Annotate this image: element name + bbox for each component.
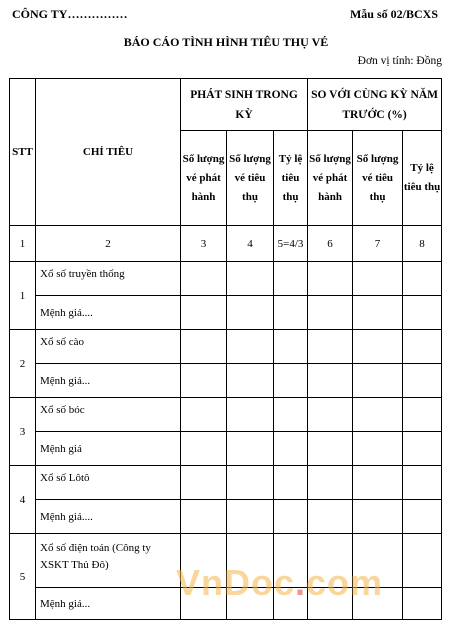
table-row — [10, 432, 442, 466]
table-row — [10, 364, 442, 398]
subheader-issued-prev: Số lượng vé phát hành — [308, 131, 353, 226]
data-cell[interactable] — [353, 296, 403, 330]
col-number: 7 — [353, 226, 403, 262]
data-cell[interactable] — [353, 330, 403, 364]
data-cell[interactable] — [274, 364, 308, 398]
data-cell[interactable] — [274, 466, 308, 500]
data-cell[interactable] — [403, 330, 442, 364]
data-cell[interactable] — [227, 466, 274, 500]
row-name: Xổ số Lôtô — [36, 466, 181, 500]
data-cell[interactable] — [181, 296, 227, 330]
data-cell[interactable] — [308, 330, 353, 364]
report-title: BÁO CÁO TÌNH HÌNH TIÊU THỤ VÉ — [123, 35, 329, 49]
data-cell[interactable] — [227, 296, 274, 330]
data-cell[interactable] — [403, 466, 442, 500]
data-cell[interactable] — [274, 398, 308, 432]
data-cell[interactable] — [403, 432, 442, 466]
subheader-sold-prev: Số lượng vé tiêu thụ — [353, 131, 403, 226]
data-cell[interactable] — [403, 296, 442, 330]
row-stt: 2 — [10, 330, 36, 398]
data-cell[interactable] — [227, 500, 274, 534]
table-row — [10, 296, 442, 330]
group-header-previous: SO VỚI CÙNG KỲ NĂM TRƯỚC (%) — [308, 79, 442, 131]
data-cell[interactable] — [274, 296, 308, 330]
data-cell[interactable] — [181, 500, 227, 534]
row-stt: 4 — [10, 466, 36, 534]
col-number: 4 — [227, 226, 274, 262]
col-number: 2 — [36, 226, 181, 262]
stt-header: STT — [10, 79, 36, 226]
row-denomination: Mệnh giá — [36, 432, 181, 466]
data-cell[interactable] — [181, 432, 227, 466]
data-cell[interactable] — [274, 432, 308, 466]
data-cell[interactable] — [403, 588, 442, 620]
data-cell[interactable] — [403, 500, 442, 534]
row-stt: 3 — [10, 398, 36, 466]
data-cell[interactable] — [308, 364, 353, 398]
data-cell[interactable] — [353, 364, 403, 398]
table-row — [10, 398, 442, 432]
table-row — [10, 330, 442, 364]
data-cell[interactable] — [227, 432, 274, 466]
col-number: 6 — [308, 226, 353, 262]
data-cell[interactable] — [353, 398, 403, 432]
row-denomination: Mệnh giá.... — [36, 296, 181, 330]
row-name: Xổ số truyền thống — [36, 262, 181, 296]
data-cell[interactable] — [181, 364, 227, 398]
row-denomination: Mệnh giá... — [36, 588, 181, 620]
row-denomination: Mệnh giá... — [36, 364, 181, 398]
data-cell[interactable] — [181, 466, 227, 500]
data-cell[interactable] — [403, 398, 442, 432]
data-cell[interactable] — [181, 330, 227, 364]
data-cell[interactable] — [403, 364, 442, 398]
row-name: Xổ số điện toán (Công ty XSKT Thủ Đô) — [36, 534, 181, 588]
group-header-current: PHÁT SINH TRONG KỲ — [181, 79, 308, 131]
table-row — [10, 466, 442, 500]
unit-label: Đơn vị tính: Đồng — [357, 55, 442, 67]
data-cell[interactable] — [308, 262, 353, 296]
form-number: Mẫu số 02/BCXS — [349, 7, 438, 21]
data-cell[interactable] — [181, 398, 227, 432]
data-cell[interactable] — [227, 330, 274, 364]
data-cell[interactable] — [308, 466, 353, 500]
data-cell[interactable] — [308, 296, 353, 330]
col-number: 3 — [181, 226, 227, 262]
col-number: 8 — [403, 226, 442, 262]
row-name: Xổ số bóc — [36, 398, 181, 432]
data-cell[interactable] — [353, 432, 403, 466]
data-cell[interactable] — [353, 262, 403, 296]
data-cell[interactable] — [353, 466, 403, 500]
data-cell[interactable] — [308, 432, 353, 466]
data-cell[interactable] — [227, 398, 274, 432]
row-stt: 1 — [10, 262, 36, 330]
data-cell[interactable] — [353, 500, 403, 534]
subheader-rate-prev: Tỷ lệ tiêu thụ — [403, 131, 442, 226]
col-number: 1 — [10, 226, 36, 262]
data-cell[interactable] — [274, 330, 308, 364]
data-cell[interactable] — [274, 262, 308, 296]
data-cell[interactable] — [274, 500, 308, 534]
company-name: CÔNG TY…………… — [12, 7, 128, 21]
subheader-sold: Số lượng vé tiêu thụ — [227, 131, 274, 226]
subheader-issued: Số lượng vé phát hành — [181, 131, 227, 226]
data-cell[interactable] — [227, 262, 274, 296]
data-cell[interactable] — [181, 262, 227, 296]
vndoc-watermark-logo: VnDoc.com — [176, 562, 384, 603]
report-table — [9, 78, 442, 620]
data-cell[interactable] — [308, 500, 353, 534]
col-number: 5=4/3 — [274, 226, 308, 262]
subheader-rate: Tỷ lệ tiêu thụ — [274, 131, 308, 226]
data-cell[interactable] — [403, 534, 442, 588]
data-cell[interactable] — [308, 398, 353, 432]
table-row — [10, 262, 442, 296]
data-cell[interactable] — [403, 262, 442, 296]
indicator-header: CHỈ TIÊU — [36, 79, 181, 226]
data-cell[interactable] — [227, 364, 274, 398]
row-name: Xổ số cào — [36, 330, 181, 364]
row-denomination: Mệnh giá.... — [36, 500, 181, 534]
row-stt: 5 — [10, 534, 36, 620]
table-row — [10, 500, 442, 534]
